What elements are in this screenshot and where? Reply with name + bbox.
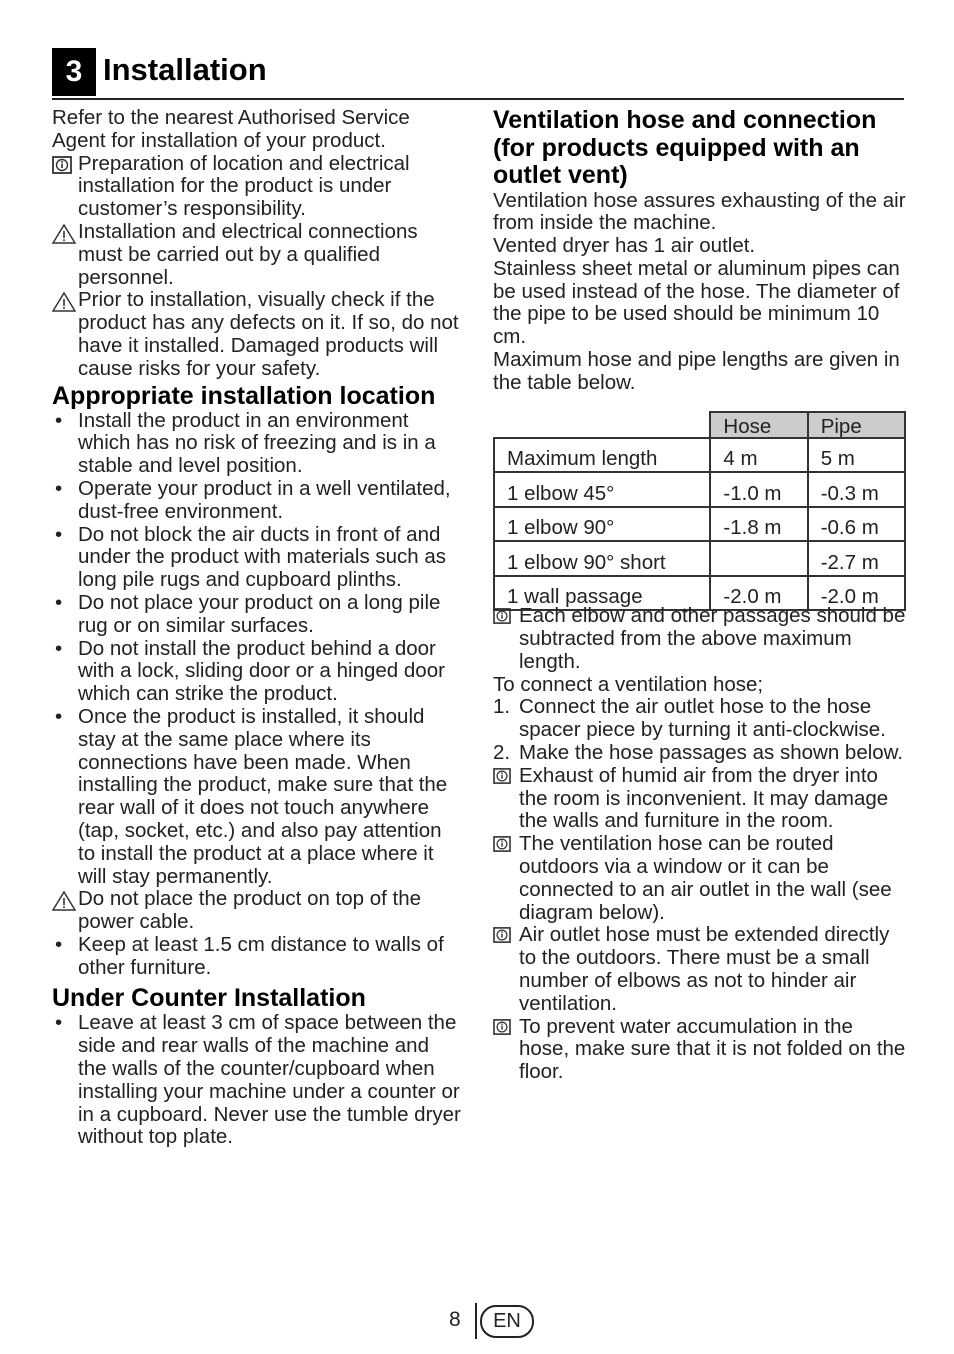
left-column	[52, 107, 462, 1149]
note-text: Prior to installation, visually check if the product has any defects on it. If so, do not have it installed. Damaged products will cause risks for your safety.	[78, 288, 459, 380]
step-item: 1. Connect the air outlet hose to the hose spacer piece by turning it anti-clockwise.	[493, 695, 886, 742]
info-icon	[493, 927, 511, 943]
info-icon	[493, 836, 511, 852]
intro-text: Refer to the nearest Authorised Service Agent for installation of your product.	[52, 106, 410, 152]
bullet: •	[55, 932, 63, 956]
note-text: Do not place the product on top of the power cable.	[78, 887, 422, 934]
list-item: • Do not block the air ducts in front of and under the product with materials such as long pile rugs and cupboard plinths.	[55, 522, 447, 592]
warning-defects	[52, 289, 462, 380]
note-water	[493, 1016, 908, 1084]
note-elbow	[493, 605, 908, 673]
page-title: Installation	[103, 52, 267, 87]
note-text: Air outlet hose must be extended directly to the outdoors. There must be a small number of elbows as not to hinder air ventilation.	[519, 923, 890, 1015]
column-header: Pipe	[808, 412, 905, 438]
note-routing	[493, 833, 908, 924]
list-item: • Keep at least 1.5 cm distance to walls of other furniture.	[55, 932, 444, 979]
paragraph: Stainless sheet metal or aluminum pipes can be used instead of the hose. The diameter of the pipe to be used should be minimum 10 cm.	[493, 256, 900, 349]
table-header-row	[494, 412, 905, 438]
list-item: • Once the product is installed, it should stay at the same place where its connections have been made. When installing the product, make sure that the rear wall of it does not touch anywhere (tap, socket, etc.) and also pay attention to install the product at a place where it will stay permanently.	[55, 704, 448, 888]
step-item: 2. Make the hose passages as shown below.	[493, 740, 904, 764]
language-badge: EN	[480, 1305, 534, 1338]
bullet: •	[55, 1011, 63, 1035]
bullet: •	[55, 408, 63, 432]
note-humid-air	[493, 765, 908, 833]
paragraph: Vented dryer has 1 air outlet.	[493, 234, 756, 258]
connect-intro: To connect a ventilation hose;	[493, 672, 764, 696]
bullet: •	[55, 590, 63, 614]
section-heading-under-counter: Under Counter Installation	[52, 984, 366, 1013]
note-text: Each elbow and other passages should be subtracted from the above maximum length.	[519, 604, 906, 673]
bullet: •	[55, 704, 63, 728]
list-item: • Operate your product in a well ventilated, dust-free environment.	[55, 476, 451, 523]
footer-divider	[475, 1303, 477, 1339]
note-text: Exhaust of humid air from the dryer into the room is inconvenient. It may damage the walls and furniture in the room.	[519, 763, 889, 833]
right-column	[493, 107, 908, 1084]
warning-power-cable	[52, 888, 462, 934]
note-text: To prevent water accumulation in the hose, make sure that it is not folded on the floor.	[519, 1014, 906, 1084]
list-item: • Install the product in an environment which has no risk of freezing and is in a stable and level position.	[55, 408, 436, 478]
note-text: Installation and electrical connections must be carried out by a qualified personnel.	[78, 219, 418, 289]
info-icon	[52, 156, 72, 174]
info-icon	[493, 608, 511, 624]
paragraph: Ventilation hose assures exhausting of the air from inside the machine.	[493, 188, 906, 235]
list-item: • Leave at least 3 cm of space between the side and rear walls of the machine and the walls of the counter/cupboard when installing your machine under a counter or in a cupboard. Never use the tumble dryer without top plate.	[55, 1011, 461, 1149]
table-row: 1 elbow 90° -1.8 m -0.6 m	[494, 507, 905, 542]
note-extension	[493, 924, 908, 1015]
bullet: •	[55, 522, 63, 546]
column-header: Hose	[710, 412, 807, 438]
note-preparation	[52, 153, 462, 221]
note-text: The ventilation hose can be routed outdoors via a window or it can be connected to an air outlet in the wall (see diagram below).	[519, 832, 892, 924]
section-heading-location: Appropriate installation location	[52, 381, 436, 410]
table-row: 1 elbow 45° -1.0 m -0.3 m	[494, 472, 905, 507]
table-row: 1 wall passage -2.0 m -2.0 m	[494, 576, 905, 611]
warning-icon	[52, 224, 76, 244]
length-table	[493, 411, 906, 612]
table-row: 1 elbow 90° short -2.7 m	[494, 541, 905, 576]
bullet: •	[55, 476, 63, 500]
paragraph: Maximum hose and pipe lengths are given in the table below.	[493, 348, 900, 394]
section-header	[52, 48, 904, 100]
bullet: •	[55, 636, 63, 660]
table-row: Maximum length 4 m 5 m	[494, 438, 905, 473]
list-item: • Do not place your product on a long pile rug or on similar surfaces.	[55, 590, 441, 637]
info-icon	[493, 1019, 511, 1035]
warning-icon	[52, 292, 76, 312]
warning-installation	[52, 221, 462, 289]
page-number: 8	[449, 1308, 461, 1331]
note-text: Preparation of location and electrical installation for the product is under customer’s responsibility.	[78, 151, 410, 221]
list-item: • Do not install the product behind a door with a lock, sliding door or a hinged door which can strike the product.	[55, 636, 445, 706]
info-icon	[493, 768, 511, 784]
warning-icon	[52, 891, 76, 911]
section-heading-ventilation: Ventilation hose and connection (for products equipped with an outlet vent)	[493, 106, 877, 189]
section-number: 3	[52, 48, 96, 96]
